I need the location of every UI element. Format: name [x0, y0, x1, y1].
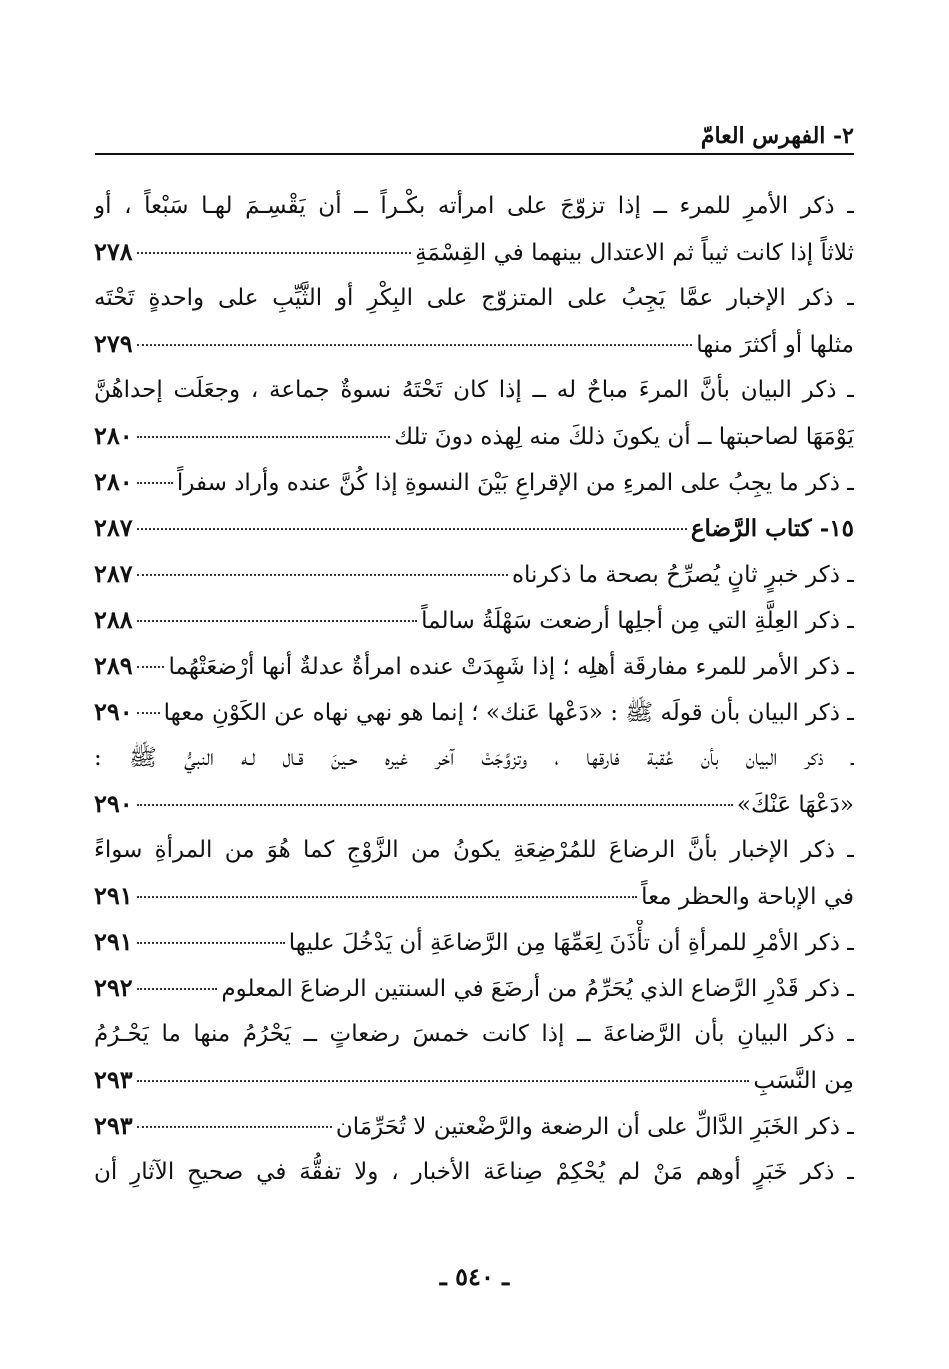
entry-final-line [94, 229, 854, 275]
entry-text: ـ ذكر قَدْرِ الرَّضاع الذي يُحَرِّمُ من أرضَعَ في السنتين الرضاعَ المعلوم [221, 976, 854, 1002]
entry-line: ـ ذكر الإخبار بأنَّ الرضاعَ للمُرْضِعَةِ يكونُ من الزَّوْجِ كما هُوَ من المرأةِ سواءً [94, 837, 854, 863]
entry-final-line [94, 321, 854, 367]
entry-final-line [94, 781, 854, 827]
section-heading-entry [94, 505, 854, 551]
leader-dots [137, 343, 693, 346]
entry-final-line [94, 1057, 854, 1103]
page-ref: ٢٩٠ [94, 789, 133, 818]
leader-dots [137, 1125, 332, 1128]
entry-text: يَوْمَهَا لصاحبتها ــ أن يكونَ ذلكَ منه لِهذه دونَ تلك [394, 424, 854, 450]
page-ref: ٢٨٧ [94, 513, 133, 542]
leader-dots [137, 619, 417, 622]
entry-line: ـ ذكر الأمرِ للمرء ــ إذا تزوّجَ على امرأته بكْـراً ــ أن يَقْسِـمَ لهـا سَبْعاً ، أو [94, 193, 854, 219]
index-entry [94, 1149, 854, 1195]
page-ref: ٢٨٩ [94, 651, 133, 680]
entry-line: ـ ذكر خَبَرٍ أوهم مَنْ لم يُحْكِمْ صِناعَة الأخبار ، ولا تفقُّهَ في صحيحِ الآثارِ أن [94, 1159, 854, 1185]
entry-line: ـ ذكر البيانِ بأن الرَّضاعةَ ــ إذا كانت خمسَ رضعاتٍ ــ يَحْرُمُ منها ما يَحْـرُمُ [94, 1021, 854, 1047]
entry-text: ـ ذكر الأمر للمرء مفارقَة أهلِه ؛ إذا شَهِدَتْ عنده امرأةٌ عدلةٌ أنها أرْضعَتْهُما [168, 654, 854, 680]
index-entry [94, 643, 854, 689]
entry-text: ـ ذكر البيان بأن قولَه ﷺ : «دَعْها عَنك» ؛ إنما هو نهي نهاه عن الكَوْنِ معها [163, 700, 854, 726]
leader-dots [137, 803, 733, 806]
entry-final-line [94, 459, 854, 505]
page-ref: ٢٩١ [94, 927, 133, 956]
page-ref: ٢٨٧ [94, 559, 133, 588]
leader-dots [137, 435, 390, 438]
entry-final-line [94, 873, 854, 919]
index-entry [94, 367, 854, 459]
page-ref: ٢٩٣ [94, 1065, 133, 1094]
header-rule [95, 153, 854, 155]
entry-text: ـ ذكر الخَبَرِ الدَّالِّ على أن الرضعة والرَّضْعتين لا تُحَرِّمَان [335, 1114, 854, 1140]
index-entry [94, 551, 854, 597]
entry-final-line [94, 965, 854, 1011]
entry-line: ـ ذكر الإخبار عمَّا يَجِبُ على المتزوّج على البِكْرِ أو الثَّيِّبِ على واحدةٍ تَحْتَه [94, 285, 854, 311]
leader-dots [137, 711, 160, 714]
index-entry [94, 689, 854, 735]
running-header [95, 122, 854, 156]
page-ref: ٢٩٣ [94, 1111, 133, 1140]
entry-final-line [94, 643, 854, 689]
page-number: ـ ٥٤٠ ـ [439, 1262, 510, 1291]
page-ref: ٢٨٨ [94, 605, 133, 634]
entry-text: ـ ذكر العِلَّةِ التي مِن أجلِها أرضعت سَهْلَةُ سالماً [421, 608, 854, 634]
header-title: ٢- الفهرس العامّ [700, 123, 854, 149]
index-entry [94, 459, 854, 505]
index-entry [94, 183, 854, 275]
entry-final-line [94, 505, 854, 551]
entry-final-line [94, 551, 854, 597]
leader-dots [137, 251, 411, 254]
leader-dots [137, 527, 687, 530]
page-ref: ٢٧٨ [94, 237, 133, 266]
page-ref: ٢٩٢ [94, 973, 133, 1002]
index-entry [94, 827, 854, 919]
entry-text: ـ ذكر ما يجِبُ على المرءِ من الإقراعِ بَيْنَ النسوةِ إذا كُنَّ عنده وأراد سفراً [176, 470, 854, 496]
entry-text: مثلها أو أكثرَ منها [696, 332, 854, 358]
entry-final-line [94, 597, 854, 643]
index-entry [94, 597, 854, 643]
entry-final-line [94, 689, 854, 735]
leader-dots [137, 895, 637, 898]
leader-dots [137, 573, 508, 576]
page-ref: ٢٨٠ [94, 421, 133, 450]
entry-text: «دَعْهَا عَنْكَ» [736, 792, 854, 818]
entry-final-line [94, 1103, 854, 1149]
entry-text: ـ ذكر خبرٍ ثانٍ يُصرِّحُ بصحة ما ذكرناه [511, 562, 854, 588]
page-ref: ٢٩١ [94, 881, 133, 910]
leader-dots [137, 665, 165, 668]
entry-text: ـ ذكر الأمْرِ للمرأةِ أن تأْذَنَ لِعَمِّهَا مِن الرَّضاعَةِ أن يَدْخُلَ عليها [288, 930, 854, 956]
entry-text: مِن النَّسَبِ [753, 1068, 854, 1094]
index-entry [94, 919, 854, 965]
index-entries [94, 183, 854, 1195]
page-ref: ٢٨٠ [94, 467, 133, 496]
page-ref: ٢٧٩ [94, 329, 133, 358]
index-entry [94, 735, 854, 827]
entry-text: ثلاثاً إذا كانت ثيباً ثم الاعتدال بينهما في القِسْمَةِ [415, 240, 854, 266]
entry-text: في الإباحة والحظر معاً [641, 884, 854, 910]
index-entry [94, 1011, 854, 1103]
entry-final-line [94, 919, 854, 965]
leader-dots [137, 987, 218, 990]
leader-dots [137, 1079, 750, 1082]
page-ref: ٢٩٠ [94, 697, 133, 726]
entry-final-line [94, 413, 854, 459]
section-title: ١٥- كتاب الرَّضاع [690, 515, 854, 542]
entry-line: ـ ذكر البيان بأنَّ المرءَ مباحٌ له ــ إذا كان تَحْتَهُ نسوةٌ جماعة ، وجعَلَت إحداهُنَّ [94, 377, 854, 403]
leader-dots [137, 941, 285, 944]
index-entry [94, 1103, 854, 1149]
leader-dots [137, 481, 173, 484]
index-entry [94, 275, 854, 367]
entry-line: ـ ذكر البيان بأن عُقبة فارقها ، وتزوَّجَتْ آخر غيره حـينَ قـال لـه النبيُّ ﷺ : [94, 745, 854, 771]
index-entry [94, 965, 854, 1011]
